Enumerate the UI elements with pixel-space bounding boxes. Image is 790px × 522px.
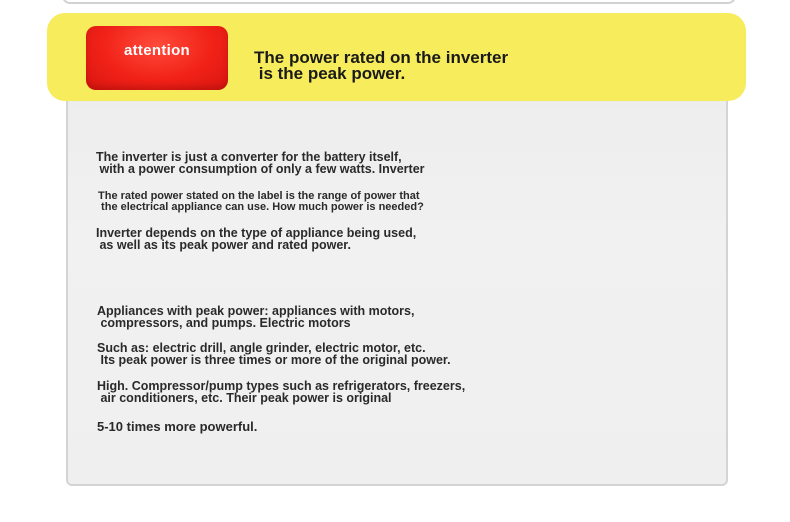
headline-line-1: The power rated on the inverter: [254, 48, 509, 67]
paragraph-2-line-2: the electrical appliance can use. How much power is needed?: [98, 201, 424, 213]
paragraph-1-line-2: with a power consumption of only a few watts. Inverter: [96, 162, 425, 176]
paragraph-2: [98, 191, 424, 213]
headline: [254, 50, 508, 82]
paragraph-6-line-1: High. Compressor/pump types such as refrigerators, freezers,: [97, 379, 466, 393]
headline-line-2: is the peak power.: [254, 64, 406, 83]
paragraph-7-line-1: 5-10 times more powerful.: [97, 419, 258, 434]
paragraph-3-line-1: Inverter depends on the type of appliance being used,: [96, 226, 417, 240]
paragraph-4: [97, 305, 414, 329]
paragraph-4-line-1: Appliances with peak power: appliances with motors,: [97, 304, 415, 318]
paragraph-3: [96, 227, 416, 251]
top-divider: [62, 0, 736, 4]
paragraph-5-line-2: Its peak power is three times or more of the original power.: [97, 353, 451, 367]
paragraph-1-line-1: The inverter is just a converter for the battery itself,: [96, 150, 402, 164]
paragraph-5: [97, 342, 451, 366]
paragraph-4-line-2: compressors, and pumps. Electric motors: [97, 316, 351, 330]
paragraph-7: [97, 420, 257, 433]
paragraph-2-line-1: The rated power stated on the label is the range of power that: [98, 190, 420, 202]
attention-badge: attention: [86, 26, 228, 90]
paragraph-6-line-2: air conditioners, etc. Their peak power is original: [97, 391, 392, 405]
paragraph-5-line-1: Such as: electric drill, angle grinder, electric motor, etc.: [97, 341, 426, 355]
paragraph-6: [97, 380, 465, 404]
paragraph-1: [96, 151, 425, 175]
paragraph-3-line-2: as well as its peak power and rated power.: [96, 238, 351, 252]
